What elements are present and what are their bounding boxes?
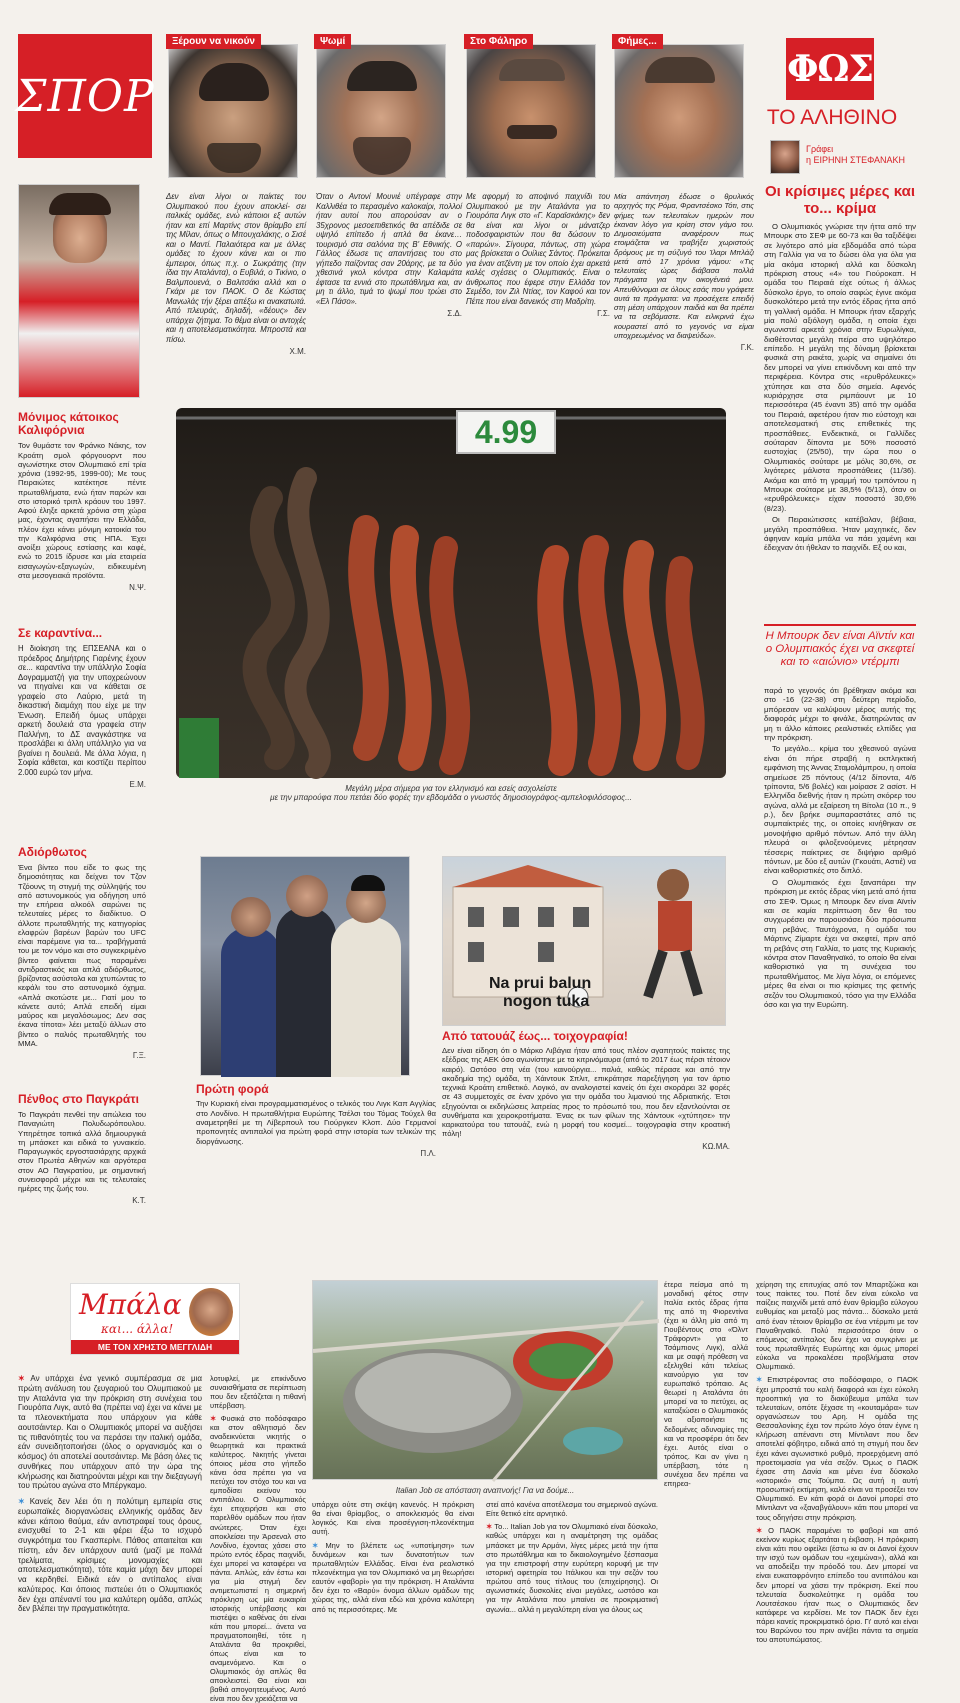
bottom-col4-b: Επιστρέφοντας στο ποδόσφαιρο, ο ΠΑΟΚ έχει μπροστά του καλή διαφορά και έχει εύκολη προοπτική για το διακύβευμα μπάλα των τελευταίων, οπότε ξέχασε τη «κουταμάρα» των οργανώσεων του Αρη. Η ομάδα της Θεσσαλονίκης έχει τον πρώτο λόγο όταν έγινε η κλήρωση απέναντι στη Μίντιλαντ που δεν αποτελεί φόβητρο, ειδικά από τη στιγμή που δεν έχει κάνει αγωνιστικό ρυθμό, προερχόμενη από προετοιμασία για νέα σεζόν. Όμως ο ΠΑΟΚ έχασε στη Δανία και μένει ένα δύσκολο «ιστορικό» στις Τούμπα. Ως αυτή η αυτή προσωπική εκτίμηση, καλό είναι να προσέξει τον Ολυμπιακό. Εν κάτι φορά οι Δανοί μπορεί στο Μίντιλαντ να «ξαναβγάλουν» κάτι που μπορεί να τους οδηγήσει στην πρόκριση. xyxy=(756,1375,919,1522)
bottom-col2-e: στεί από κανένα αποτέλεσμα του σημερινού αγώνα. Είτε θετικό είτε αρνητικό. xyxy=(486,1500,658,1519)
col-psomi-sig: Σ.Δ. xyxy=(447,309,462,318)
penthos-text: Το Παγκράτι πενθεί την απώλεια του Παναγιώτη Πολυδωρόπουλου. Υπηρέτησε τοπικά αλλά δημιουργικά τη μπάσκετ και ειδικά το γυναικείο. Παραγωγικός εργοστασιάρχης αρχικά στον Πρωτέα Αθηνών και αργότερα στον ΑΟ Παγκρατίου, με σημαντική συνεισφορά μέχρι και τις τελευταίες ημέρες της ζωής του. xyxy=(18,1110,146,1194)
bottom-col1-a-wrap xyxy=(18,1374,202,1491)
sausage-caption-line2: με την μπαρούφα που πετάει δύο φορές την εβδομάδα ο γνωστός δημοσιογράφος-αμπελοφιλόσοφος... xyxy=(270,793,632,802)
star-icon: ✶ xyxy=(18,1497,30,1506)
stadium-photo xyxy=(312,1280,658,1480)
stadium-caption: Italian Job σε απόσταση αναπνοής! Για να δούμε... xyxy=(395,1486,575,1495)
bottom-col2-b-wrap xyxy=(210,1414,306,1703)
story-penthos xyxy=(18,1093,146,1205)
col-fimes-sig: Γ.Κ. xyxy=(740,343,754,352)
first-time-title: Πρώτη φορά xyxy=(196,1082,269,1096)
right-p2: Οι Πειραιώτισσες κατέβαλαν, βέβαια, μεγάλη προσπάθεια. Ήταν μαχητικές, δεν άφηναν καμία μπάλα να πάει χαμένη και έδειχναν ότι ήθελαν το παιχνίδι. Εξ ου και, xyxy=(764,515,916,553)
label-xeroun: Ξέρουν να νικούν xyxy=(166,34,261,49)
right-p4: Το μεγάλο... κρίμα του χθεσινού αγώνα είναι ότι πήρε στραβή η εκπληκτική εμφάνιση της Άννας Σταμολάμπρου, η οποία σημείωσε 25 πόντους (4/12 δίποντα, 4/6 τρίποντα, 5/6 βολές) και μοίρασε 2 ασίστ. Η Ελληνίδα διεθνής ήταν η πρώτη σκόρερ του αγώνα, αλλά με εξαίρεση τη Βίτολα (10 π., 9 ρ.), δεν βρήκε συμπαραστάτες από τις συμπαίκτριές της, οι οποίες κινήθηκαν σε μονοψήφιο αριθμό πόντων. Από την άλλη πλευρά οι φιλοξενούμενες μέτρησαν τέσσερις παίκτριες σε διψήφιο αριθμό πόντων, με δύο εξ αυτών (Γκουάτι, Αστιέ) να είναι καθοριστικές στο διπλό. xyxy=(764,744,916,876)
col-fimes xyxy=(614,192,754,352)
star-icon: ✶ xyxy=(210,1414,221,1424)
story-karantina xyxy=(18,627,146,789)
bottom-logo-byline: ΜΕ ΤΟΝ ΧΡΗΣΤΟ ΜΕΓΓΛΙΔΗ xyxy=(71,1340,239,1354)
byline-avatar xyxy=(770,140,800,174)
bottom-col2-d: Μην το βλέπετε ως «υποτίμηση» των δυνάμεων και των δυνατοτήτων των πρωταθλητών Ελλάδας. Είναι ένα ρεαλιστικό πλεονέκτημα για τον Ολυμπιακό να μη θεωρήσει εαυτόν «φαβορί» για την πρόκριση. Η Αταλάντα δεν έχει το «Βαρύ» όνομα άλλων ομάδων της χώρας της, αλλά είναι εδώ και χρόνια καλύτερη από τις περισσότερες. Με xyxy=(312,1540,475,1614)
columnist-avatar xyxy=(189,1288,233,1336)
penthos-sig: Κ.Τ. xyxy=(132,1196,146,1206)
bottom-col3-a: έτερα πείσμα από τη μοναδική φέτος στην Ιταλία εκτός έδρας ήττα της από τη Φιορεντίνα (έχει κι άλλη μία από τη Γιουβέντους στο «Όλντ Τράφορντ» για το Τσάμπιονς Λιγκ), αλλά και με σαφή πρόθεση να εξελιχθεί κάτι τελείως καινούργιο για τον ευρωπαϊκό τρόπαιο. Ας θεωρεί η Αταλάντα ότι μπορεί να το πετύχει, ας καταξιώσει ο Ολυμπιακός να αξιοποιήσει τις δεδομένες αδυναμίες της και να προσφέρει ότι δεν έχει. Αυτός είναι ο τρόπος. Και αν γίνει η υπέρβαση, τότε η συνέχεια δεν πρέπει να επηρεα- xyxy=(664,1280,748,1488)
adiorthotos-sig: Γ.Ξ. xyxy=(132,1051,146,1061)
star-icon: ✶ xyxy=(756,1375,768,1385)
karantina-text: Η διοίκηση της ΕΠΣΕΑΝΑ και ο πρόεδρος Δημήτρης Γιαρένης έχουν σε... καραντίνα την υπάλληλο Σοφία Δογραμματζή για την υποχρεώνουν να πηγαίνει και να κάθεται σε γραφείο στο Λαύριο, μετά τη δικαστική διαμάχη που είχε με την Ένωση. Επειδή όμως υπάρχει αρκετή δουλειά στα γραφεία στην Παλλήνη, το ΔΣ αναγκάστηκε να προσλάβει κι άλλη υπάλληλο για να βγαίνει η δουλειά. Με άλλα λόγια, η Σοφία κάθεται, και κοστίζει περίπου 2.000 ευρώ τον μήνα. xyxy=(18,644,146,777)
adiorthotos-text: Ένα βίντεο που είδε το φως της δημοσιότητας και δείχνει τον Τζον Τζόουνς τη στιγμή της σύλληψής του από αστυνομικούς για οδήγηση υπό την επήρεια αλκοόλ σαρώνει τις τελευταίες μέρες το διαδίκτυο. Ο άλλοτε πρωταθλητής της κατηγορίας ελαφρών βαρέων βαρών του UFC είναι παρέμεινε για τα... τραβήγματά του με τον νόμο και στο συγκεκριμένο βίντεο φαίνεται πως παραμένει αντιδραστικός και απλά αδιόρθωτος, βρίζοντας ασύστολα και χτυπώντας το κεφάλι του στο αστυνομικό όχημα. «Απλά σκοτώστε με... Γιατί μου το κάνετε αυτό; Απλά επειδή είμαι μαύρος και μεγαλόσωμος; Δεν σας έκανα τίποτα» λέει μεταξύ άλλων στο βίντεο ο παλιός πρωταθλητής του ΜΜΑ. xyxy=(18,863,146,1048)
mural-graffiti xyxy=(489,975,591,1010)
bottom-col-1 xyxy=(18,1374,202,1614)
bottom-col2-a: λοτυφλεί, με επικίνδυνο συναισθήματα σε περίπτωση που δεν εξετάζεται η πιθανή υπέρβαση. xyxy=(210,1374,306,1411)
portrait-photo-4 xyxy=(614,44,744,178)
byline-name: η ΕΙΡΗΝΗ ΣΤΕΦΑΝΑΚΗ xyxy=(806,155,906,166)
bottom-col2-b: Φυσικά στο ποδόσφαιρο και στον αθλητισμό δεν αναδεικνύεται νικητής ο θεωρητικά και πρακτικά καλύτερος. Νικητής γίνεται όποιος μέσα στο γήπεδο κάνει όσα πρέπει για να πετύχει τον στόχο του και να εμποδίσει εκείνον του αντιπάλου. Ο Ολυμπιακός έχει επιχειρήσει και στο παρελθόν ομάδων που ήταν ανώτερες. Όταν έχει αποκλείσει την Άρσεναλ στο Λονδίνο, έχοντας χάσει στο πρώτο εντός έδρας παιχνίδι, έχει μπορεί να καταφέρει να πάντα. Απλώς, εάν έστω και για μία στιγμή δεν αντιμετωπιστεί η σημερινή πρόκληση ως μία ευκαιρία ιστορικής υπέρβασης και πιστέψει ο καθένας ότι είναι κάτι που μπορεί... άνετα να πραγματοποιηθεί, τότε η Αταλάντα θα προκριθεί, όπως είναι και το αναμενόμενο. Και ο Ολυμπιακός όχι απλώς θα αποκλειστεί. Θα είναι και βαθιά απογοητευμένος. Αυτό είναι που δεν χρειάζεται να xyxy=(210,1414,306,1703)
penthos-title: Πένθος στο Παγκράτι xyxy=(18,1092,139,1106)
bottom-col1-a: Αν υπάρχει ένα γενικό συμπέρασμα σε μια πρώτη ανάλυση του ζευγαριού του Ολυμπιακού με την Αταλάντα για την πρόκριση στη συνέχεια του Γιουρόπα Λιγκ, αυτό θα (πρέπει να) έχει να κάνει με τα πλεονεκτήματα που υπάρχουν για κάθε αουτσάιντερ. Και ο Ολυμπιακός μπορεί να αυξήσει τις πιθανότητές του να περάσει την ιταλική ομάδα, εάν συνειδητοποιήσει (όλος ο οργανισμός και ο κόσμος) ότι αποτελεί αουτσάιντερ. Με βάση όλες τις συνθήκες που υπάρχουν από την ώρα της κλήρωσης και διατηρούνται μέχρι και την διεξαγωγή του πρώτου αγώνα στο Μπέργκαμο. xyxy=(18,1374,202,1491)
masthead-logo xyxy=(15,34,155,158)
fos-subtitle: ΤΟ ΑΛΗΘΙΝΟ xyxy=(766,106,898,129)
tattoo-sig: ΚΩ.ΜΑ. xyxy=(702,1141,730,1151)
right-head-title: Οι κρίσιμες μέρες και το... κρίμα xyxy=(764,183,916,217)
bottom-col-narrow xyxy=(664,1280,748,1488)
byline-label: Γράφει xyxy=(806,144,834,154)
sausage-photo xyxy=(176,408,726,778)
tattoo-text: Δεν είναι είδηση ότι ο Μάρκο Λιβάγια ήταν από τους πλέον αγαπητούς παίκτες της εξέδρας της ΑΕΚ όσο αγωνίστηκε με τα κιτρινόμαυρα (από το 2017 έως πέρσι τέτοιον καιρό). Ωστόσο στη νέα (του καινούργια... παλιά, καθώς πέρασε και από την ακαδημία της) ομάδα, τη Χάιντουκ Σπλιτ, επικράτησε παρεξήγηση για τον άρτιο τεχνικά Κροάτη επιθετικό. Λογικό, αν αναλογιστεί κανείς ότι έχει σκοράρει 32 φορές σε 43 συμμετοχές σε έναν χρόνο για την ομάδα του λιμανιού της Αδριατικής. Έτσι εξηγούνται οι εκδηλώσεις λατρείας προς το πρόσωπό του, που δεν εξαντλούνται σε συνθήματα και χειροκροτήματα. Ένας εκ των φίλων της Χάιντουκ «χτύπησε» την καρικατούρα του τατουάζ, ενώ η μορφή του κοσμεί... τοιχογραφία στην κροατική πόλη! xyxy=(442,1046,730,1139)
masthead-title: ΣΠΟΡ xyxy=(15,70,155,122)
pullquote xyxy=(764,624,916,670)
portrait-photo-1 xyxy=(168,44,298,178)
sausage-caption xyxy=(176,784,726,802)
story-tattoo xyxy=(442,1030,730,1151)
byline xyxy=(806,144,916,167)
sausage-caption-line1: Μεγάλη μέρα σήμερα για τον ελληνισμό και εσείς ασχολείστε xyxy=(345,784,557,793)
story-first-time xyxy=(196,1083,436,1158)
bottom-logo xyxy=(70,1283,240,1355)
right-p5: Ο Ολυμπιακός έχει ξαναπάρει την πρόκριση με εκτός έδρας νίκη μετά από ήττα στο ΣΕΦ. Όμως η Μπουρκ δεν είναι Αϊντίν και σε καμία περίπτωση δεν θα του συγχωρέσει αν παρουσιάσει δύο πρόσωπα στη ρεβάνς. Ταυτόχρονα, η ομάδα του Μάρτινς Ζίμαρτε έχει να σκεφτεί, πριν από τη ρεβάνς στη Γαλλία, το ματς της Κυριακής κόντρα στον Παναθηναϊκό, το οποίο θα είναι καθοριστικό για τη συνέχεια του πρωταθλήματος. Με λίγα λόγια, οι επόμενες μέρες θα είναι οι πιο κρίσιμες της φετινής σεζόν του Ολυμπιακού, τόσο για την Ελλάδα όσο και για την Ευρώπη. xyxy=(764,877,916,1009)
kalifornia-text: Τον θυμάστε τον Φράνκο Νάκης, τον Κροάτη σμολ φόργουορντ που αγωνίστηκε στον Ολυμπιακό επί τρία χρόνια (1992-95, 1999-00); Με τους Πειραιώτες κατέκτησε πέντε πρωταθλήματα, ενώ ήταν παρών και στο ιστορικό τριπλ κράουν του 1997. Αφού έληξε αρκετά χρόνια στη χώρα μας, έχοντας αγαπήσει την Ελλάδα, πλέον έχει κάνει μόνιμη κατοικία του την Καλιφόρνια στις ΗΠΑ. Έχει ανοίξει χώρους εστίασης και καφέ, ενώ το 2015 ίδρυσε και μία εταιρεία εισαγωγών-εξαγωγών, ειδικευμένη στα μεσογειακά προϊόντα. xyxy=(18,441,146,580)
bottom-col4-c-wrap xyxy=(756,1526,918,1645)
bottom-col4-b-wrap xyxy=(756,1375,918,1521)
star-icon: ✶ xyxy=(756,1525,769,1535)
bottom-col2-f-wrap xyxy=(486,1522,658,1613)
first-time-text: Την Κυριακή είναι προγραμματισμένος ο τελικός του Λιγκ Καπ Αγγλίας στο Λονδίνο. Η πρωταθλήτρια Ευρώπης Τσέλσι του Τόμας Τούχελ θα αναμετρηθεί με τη Λίβερπουλ του Γιούργκεν Κλοπ. Δύο Γερμανοί προπονητές αντιπαλοί για πρώτη φορά στην ιστορία των τελικών της διοργάνωσης. xyxy=(196,1099,436,1146)
fos-logo xyxy=(786,38,874,100)
bottom-col-2 xyxy=(210,1374,306,1703)
graffiti-line2: nogon tuka xyxy=(503,992,590,1010)
col-falero-text: Με αφορμή το αποψινό παιχνίδι του Ολυμπιακού με την Αταλάντα για το Γιουρόπα Λιγκ στο «Γ. Καραϊσκάκης» δεν θα είναι και λίγοι οι μάνατζερ ποδοσφαιριστών που θα δώσουν το «παρών». Σίγουρα, πάντως, στη χώρα μας βρίσκεται ο Ουίλιες Σάντος. Πρόκειται για έναν ατζέντη με τον οποίο έχει αρκετά καλές σχέσεις ο Ολυμπιακός. Είναι ο άνθρωπος που έφερε στην Ελλάδα τον Σεμέδο, τον Ζιλ Ντίας, τον Καφού και τον Πέπε που είναι δανεικός στη Μαδρίτη. xyxy=(466,192,610,306)
bottom-col1-b: Κανείς δεν λέει ότι η πολύτιμη εμπειρία στις ευρωπαϊκές διοργανώσεις ελληνικής ομάδας δεν κάνει κάποιο θαύμα, εάν αντιστραφεί τους όρους, ενισχυθεί το 2-1 και φέρει έξω το ισχυρό συγκρότημα του Γκασπερίνι. Πάθος απαιτείται και πίστη, εάν δεν υπάρχουν αυτά (μαζί με πολλά τρελίματα, κρίσιμες μονομαχίες και αποτελεσματικότητα), τότε καμία μάχη δεν μπορεί να κερδηθεί. Ειδικά εάν ο αντίπαλος είναι καλύτερος. Και όποιος πιστεύει ότι ο Ολυμπιακός δεν έχει απέναντί του μια καλύτερη ομάδα, απλώς δεν βλέπει την πραγματικότητα. xyxy=(18,1497,202,1614)
col-psomi-text: Όταν ο Αντονί Μουνιέ υπέγραφε στην Καλλιθέα το περασμένο καλοκαίρι, πολλοί ήταν αυτοί που απορούσαν αν ο 35χρονος μεσοεπιθετικός θα απέδιδε σε υψηλό επίπεδο ή απλά θα έκανε… τουρισμό στα σαλόνια της Β' Εθνικής. Ο Γάλλος έδωσε τις απαντήσεις του στο γήπεδο παίζοντας σαν 20άρης, με τα δύο χθεσινά γκολ κόντρα στην Καλαμάτα έφτασε τα εννιά στο πρωτάθλημα και, αν μη τι άλλο, τιμά το ψωμί που τρώει στο «Ελ Πάσο». xyxy=(316,192,462,306)
story-kalifornia xyxy=(18,411,146,592)
bottom-col2-f: Το... Italian Job για τον Ολυμπιακό είναι δύσκολο, καθώς υπάρχει και η αναμέτρηση της ομάδας μπάσκετ με την Αρμάνι, λίγες μέρες μετά την ήττα στο πρωτάθλημα και το δικαιολογημένο ξέσπασμα για την επιστροφή στην ευρύτερη κορυφή με την ιστορική αφετηρία του Ιτάλικου και την σεζόν του πρώτου από τους τίτλους του (επιχείρησης). Οι αγωνιστικές δυσκολίες είναι μεγάλες, ωστόσο και για την Αταλάντα που μπαίνει σε προκριματική αγωνία... αλλά η μεγαλύτερη είναι για όλους ως xyxy=(486,1522,658,1614)
bottom-col4-c: Ο ΠΑΟΚ παραμένει το φαβορί και από εκείνον κυρίως εξαρτάται η έκβαση. Η πρόκριση είναι κάτι που οφείλει (έστω κι αν οι Δανοί έχουν την ισχύ των ομάδων του «χειμώνα»), αλλά και να αποδείξει την πρόοδό του. Δεν μπορεί να είναι ευκαταφρόνητο επίπεδο του αντιπάλου και δεν μπορεί να χάσει την πρόκριση. Εκεί που τελευταία δυσκολεύτηκε η ομάδα του Λουτσέσκου ήταν πως ο Ολυμπιακός δεν κατάφερε να κερδίσει. Με τον ΠΑΟΚ δεν έχει πάρει κανείς προκριματικό όριο. Γι' αυτό και είναι του Βαρώνου του πριν ανέβει πάντα τα σημεία του αποτυπώματος. xyxy=(756,1525,918,1645)
col-xeroun-sig: Χ.Μ. xyxy=(289,347,306,356)
right-column-lower xyxy=(764,686,916,1009)
stadium-illustration xyxy=(313,1281,659,1481)
star-icon: ✶ xyxy=(312,1540,326,1550)
bottom-col-4 xyxy=(756,1280,918,1644)
first-time-sig: Π.Λ. xyxy=(420,1149,436,1159)
story-adiorthotos xyxy=(18,846,146,1060)
label-psomi: Ψωμί xyxy=(314,34,351,49)
price-text: 4.99 xyxy=(474,413,538,450)
bottom-col4-a: χείρηση της επιτυχίας από τον Μπαρτζώκα και τους παίκτες του. Ποτέ δεν είναι εύκολο να παίζεις παιχνίδι μετά από έναν θρίαμβο εύλογου ευθυμίας και μεταξύ μας πάντα... δύσκολο μετά από έναν τέτοιον θρίαμβο σε ένα ντέρμπι με τον Παναθηναϊκό. Πολύ περισσότερο όταν ο επόμενος αντίπαλος δεν έχει να συγκρίνει με τους πρωταθλητές Ευρώπης και όμως μπορεί εύκολα να προκαλέσει προβλήματα στον Ολυμπιακό. xyxy=(756,1280,918,1372)
karantina-title: Σε καραντίνα... xyxy=(18,626,103,640)
col-fimes-text: Μία απάντηση έδωσε ο θρυλικός αρχηγός της Ρόμα, Φραντσέσκο Τότι, στις φήμες των τελευταίων ημερών που έκαναν λόγο για κρίση στον γάμο του. Δημοσιεύματα αναφέρουν πως ετοιμάζεται να τραβήξει χωριστούς δρόμους με τη σύζυγό του Ίλαρι Μπλάζι μετά από 17 χρόνια γάμου: «Τις τελευταίες ώρες διάβασα πολλά πράγματα για την οικογένειά μου. Απευθύνομαι σε όλους εσάς που γράφετε αυτά τα πράγματα: να προσέχετε επειδή στη μέση υπάρχουν παιδιά και θα πρέπει να τα σεβόμαστε. Και ειλικρινά έχω κουραστεί από το γεγονός να είμαι υποχρεωμένος να διαψεύδω». xyxy=(614,192,754,340)
adiorthotos-title: Αδιόρθωτος xyxy=(18,845,87,859)
portrait-photo-3 xyxy=(466,44,596,178)
portrait-photo-2 xyxy=(316,44,446,178)
col-falero xyxy=(466,192,610,318)
star-icon: ✶ xyxy=(18,1374,31,1383)
kalifornia-sig: Ν.Ψ. xyxy=(129,583,146,593)
sausage-illustration xyxy=(176,408,726,778)
label-fimes: Φήμες... xyxy=(612,34,663,49)
price-tag xyxy=(456,410,556,454)
col-psomi xyxy=(316,192,462,318)
col-xeroun-text: Δεν είναι λίγοι οι παίκτες του Ολυμπιακού που έχουν αποκλεί- σει ιταλικές ομάδες, ενώ κάποιοι εξ αυτών ήταν και επί Μαρτίνς στον θρίαμβο επί της Μίλαν, όπως ο Μπουχαλάκης, ο Σισέ και ο Μαντί. Παλαιότερα και με άλλες ομάδες το έχουν κάνει και οι πιο έμπειροι, όπως π.χ. ο Σωκράτης (την ίδια την Αταλάντα), ο Ευβιλά, ο Τικίνιο, ο Βαλμπουενά, ο Βαλιτσάκι αλλά και ο Γκάρι με τον ΠΑΟΚ. Ο δε Κώστας Μανωλάς τήν ξέρει απέξω κι ανακατωτά. Από πλευράς, δηλαδή, «δέους» δεν υπάρχει ζήτημα. Το θέμα είναι οι αντοχές και η αποτελεσματικότητα. Μπροστά και πίσω. xyxy=(166,192,307,344)
col-falero-sig: Γ.Σ. xyxy=(597,309,610,318)
bottom-col2-d-wrap xyxy=(312,1541,474,1614)
pullquote-text: Η Μπουρκ δεν είναι Αϊντίν και ο Ολυμπιακός έχει να σκεφτεί και το «αιώνιο» ντέρμπι xyxy=(765,630,915,669)
player-photo xyxy=(18,184,140,398)
bottom-col1-b-wrap xyxy=(18,1497,202,1614)
bottom-logo-main: Μπάλα xyxy=(79,1288,182,1321)
graffiti-line1: Na prui balun xyxy=(489,975,592,992)
fos-logo-text: ΦΩΣ xyxy=(787,48,873,90)
bottom-logo-sub: και... άλλα! xyxy=(101,1322,174,1336)
bottom-col2-c: υπάρχει ούτε στη σκέψη κανενός. Η πρόκριση θα είναι θρίαμβος, ο αποκλεισμός θα είναι λογικός. Και είναι προσέγγιση-πλεονέκτημα αυτή. xyxy=(312,1500,474,1537)
right-p1: Ο Ολυμπιακός γνώρισε την ήττα από την Μπουρκ στο ΣΕΦ με 60-73 και θα ταξιδέψει σε λιγότερο από μία εβδομάδα από τώρα στη Γαλλία για να το δώσει όλα για όλα για μία ακόμα ιστορική αλλά και δύσκολη πρόκριση στους «4» του Γιούροκαπ. Η ομάδα του Πειραιά είχε ούτως ή άλλως δύσκολο έργο, το οποίο σαφώς έγινε ακόμα δυσκολότερο μετά την εντός έδρας ήττα από τη γαλλική ομάδα. Η Μπουρκ ήταν εξαρχής μία πολύ αξιόλογη ομάδα, η οποία έχει αγωνιστεί αρκετά χρόνια στην Ευρωλίγκα, διαθέτοντας μεγάλη πείρα στο υψηλότερο επίπεδο. Η μεγάλη της δύναμη βρίσκεται φυσικά στη ρακέτα, χωρίς να σημαίνει ότι δεν μπορεί να γίνει επικίνδυνη και από την περιφέρεια. Κόντρα στις «ερυθρόλευκες» χτύπησε και στα δύο σημεία. Αφενός κυριάρχησε στα ριμπάουντ με 10 περισσότερα (45 έναντι 35) από την ομάδα του Πειραιά, αφετέρου ήταν πιο εύστοχη και αποτελεσματική στις επιθετικές της προσπάθειες. Ενδεικτικά, οι Γαλλίδες σούταραν δίποντα με 50% ποσοστό ευστοχίας (25/50), την ώρα που ο Ολυμπιακός σούταρε με μόλις 30,6%, σε λιγότερες μάλιστα προσπάθειες (11/36). Ακόμα και από τη γραμμή του τριπόντου η Μπουρκ σούταρε με 38,5% (5/13), όταν οι «ερυθρόλευκες» είχαν ποσοστό 30,6% (8/23). xyxy=(764,222,916,513)
coaches-photo xyxy=(200,856,410,1076)
mural-photo xyxy=(442,856,726,1026)
kalifornia-title: Μόνιμος κάτοικος Καλιφόρνια xyxy=(18,410,119,438)
bottom-col-3 xyxy=(486,1500,658,1614)
bottom-col-2b xyxy=(312,1500,474,1614)
karantina-sig: Ε.Μ. xyxy=(129,780,146,790)
col-xeroun xyxy=(166,192,306,356)
star-icon: ✶ xyxy=(486,1522,495,1532)
label-falero: Στο Φάληρο xyxy=(464,34,533,49)
right-p3: παρά το γεγονός ότι βρέθηκαν ακόμα και στο -16 (22-38) στη δεύτερη περίοδο, μπόρεσαν να καλύψουν μέρος αυτής της διαφοράς μέχρι το φινάλε, διατηρώντας αν μη τι άλλο κάποιες ρεαλιστικές ελπίδες για την πρόκριση. xyxy=(764,686,916,742)
tattoo-title: Από τατουάζ έως... τοιχογραφία! xyxy=(442,1029,628,1043)
right-column xyxy=(764,184,916,553)
